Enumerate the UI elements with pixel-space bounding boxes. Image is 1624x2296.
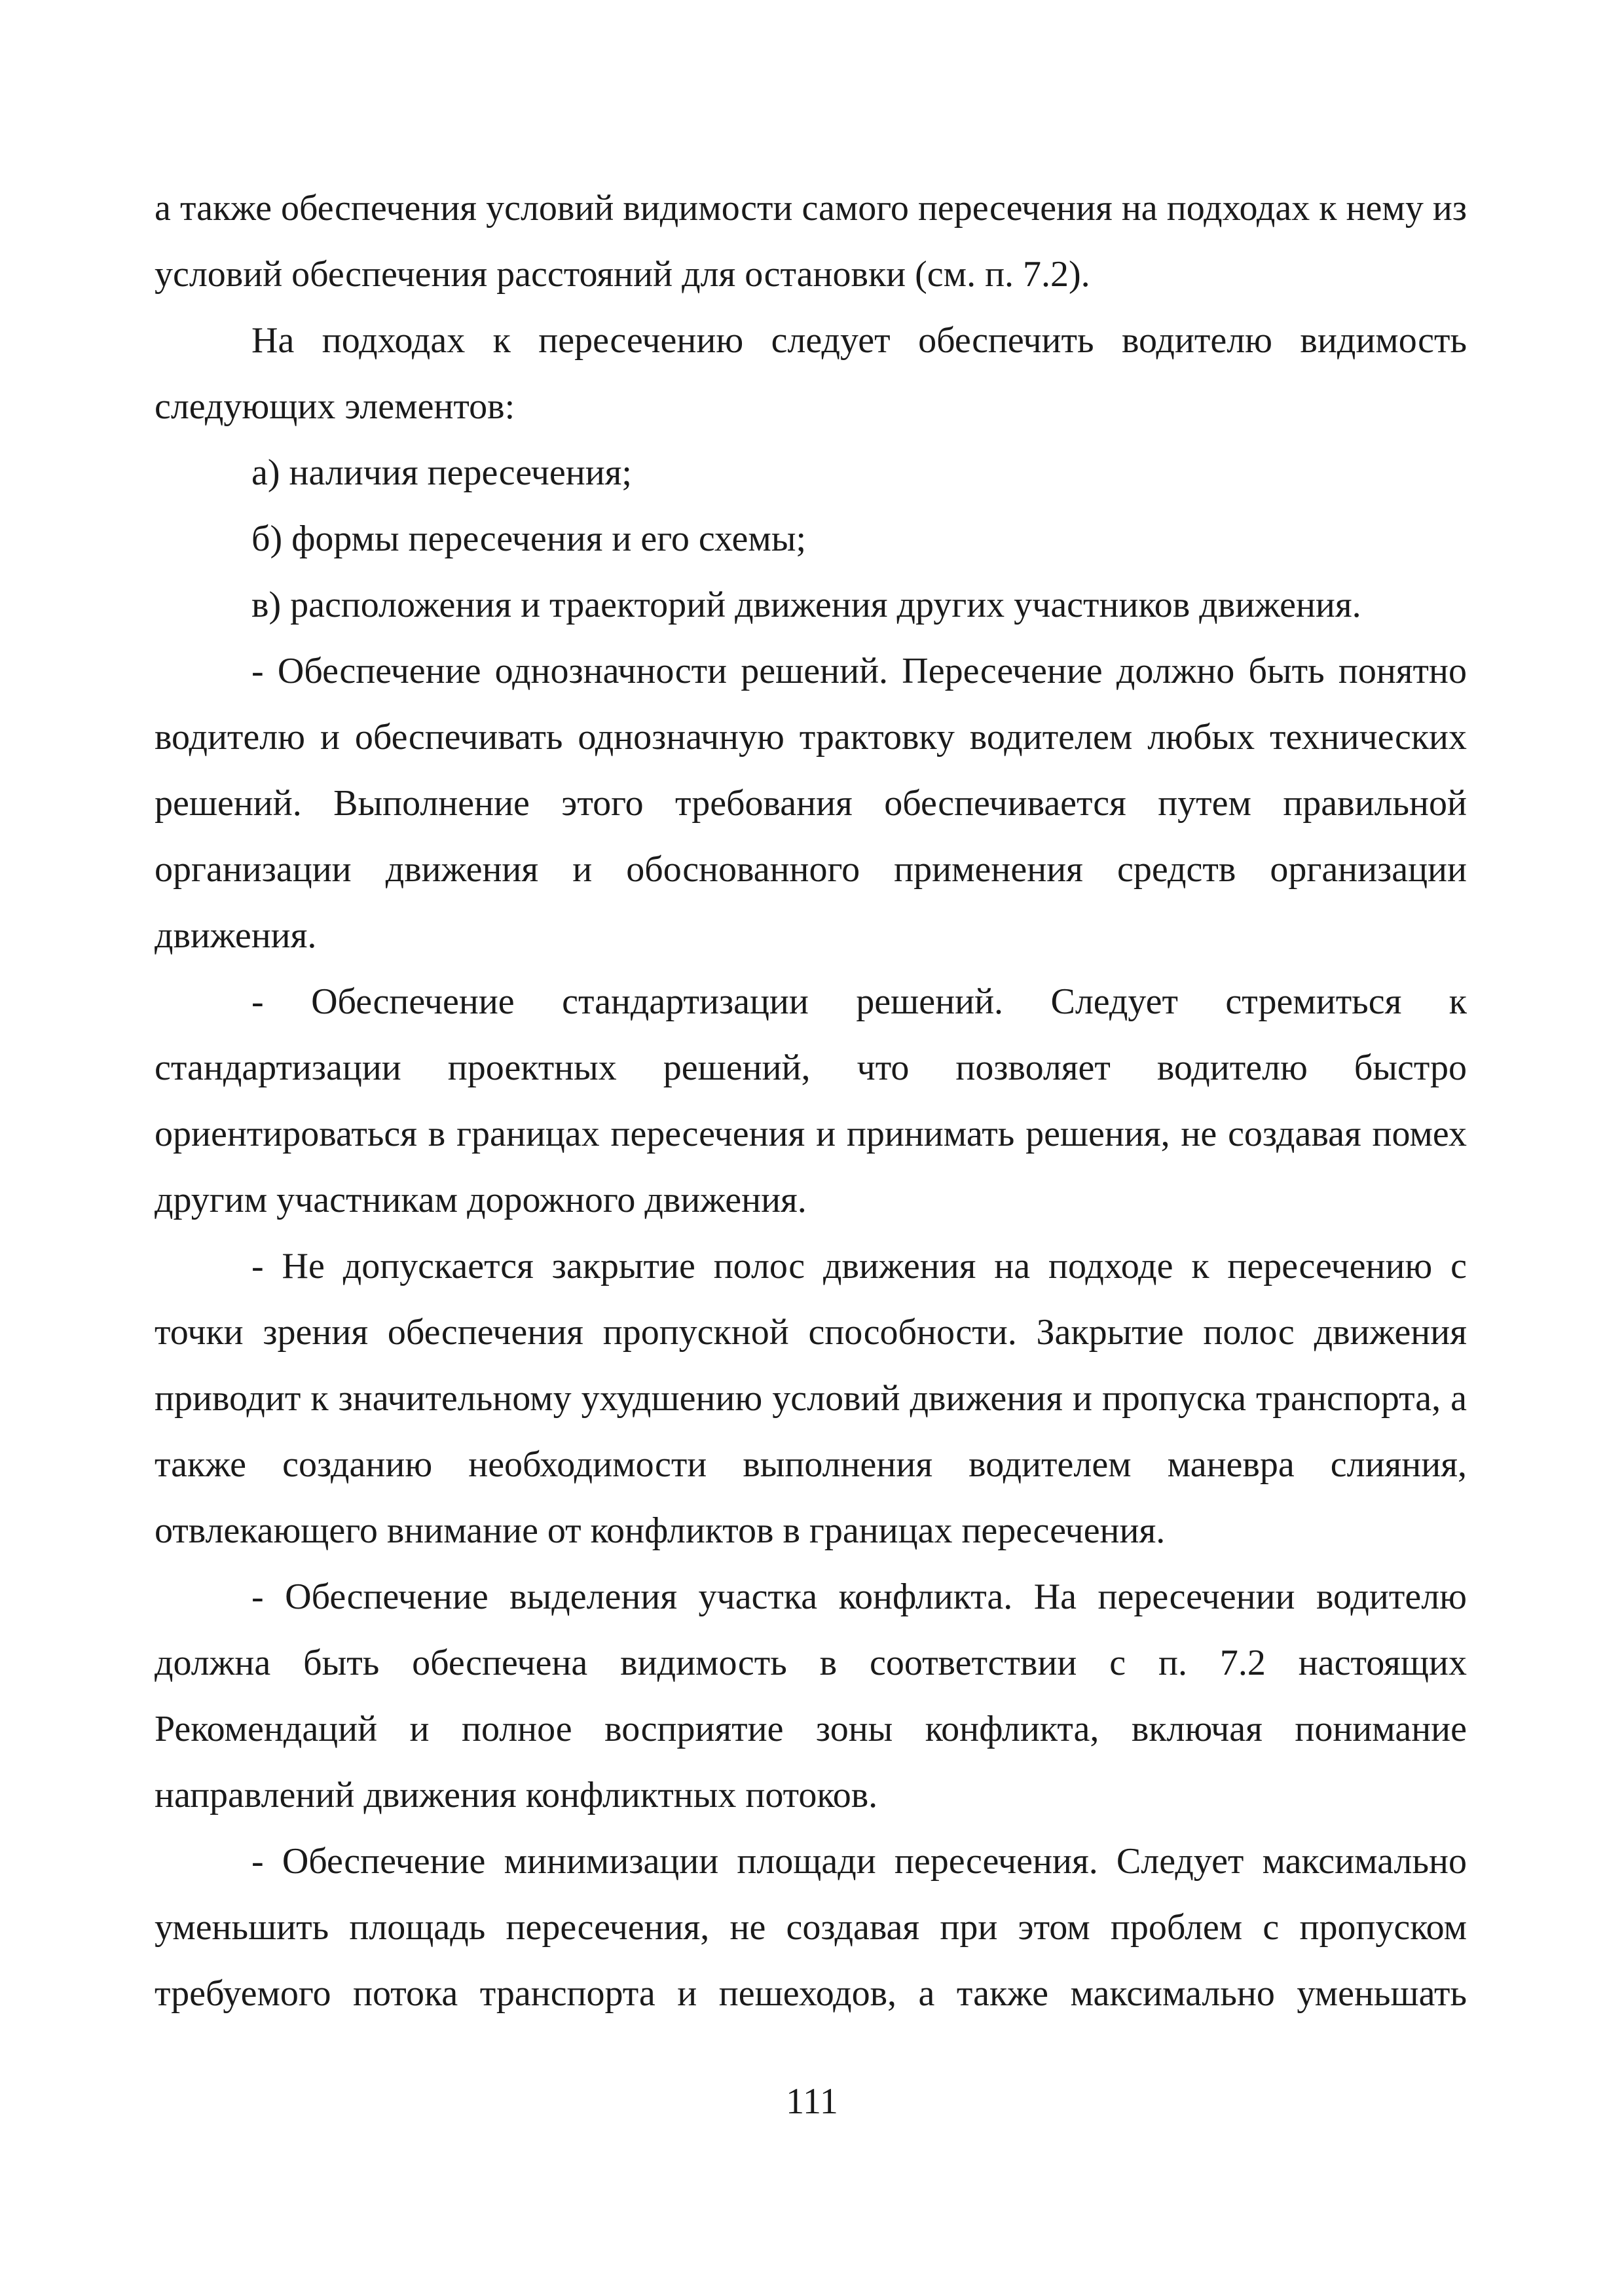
list-item-b: б) формы пересечения и его схемы; — [251, 519, 807, 559]
page-number-text: 111 — [786, 2081, 838, 2122]
page-number — [0, 2075, 1624, 2128]
paragraph-continuation: а также обеспечения условий видимости самого пересечения на подходах к нему из условий обеспечения расстояний для остановки (см. п. 7.2). — [155, 188, 1467, 295]
list-item-a: а) наличия пересечения; — [251, 452, 632, 493]
list-item-c: в) расположения и траекторий движения других участников движения. — [251, 585, 1361, 625]
paragraph-visibility-intro: На подходах к пересечению следует обеспечить водителю видимость следующих элементов: — [155, 320, 1467, 427]
paragraph-conflict-area: - Обеспечение выделения участка конфликта. На пересечении водителю должна быть обеспечена видимость в соответствии с п. 7.2 настоящих Рекомендаций и полное восприятие зоны конфликта, включая понимание направлений движения конфликтных потоков. — [155, 1576, 1467, 1815]
paragraph-area-minimization: - Обеспечение минимизации площади пересечения. Следует максимально уменьшить площадь пересечения, не создавая при этом проблем с пропуском требуемого потока транспорта и пешеходов, а также максимально уменьшать — [155, 1841, 1467, 2014]
paragraph-lane-closure: - Не допускается закрытие полос движения на подходе к пересечению с точки зрения обеспечения пропускной способности. Закрытие полос движения приводит к значительному ухудшению условий движения и пропуска транспорта, а также созданию необходимости выполнения водителем маневра слияния, отвлекающего внимание от конфликтов в границах пересечения. — [155, 1246, 1467, 1551]
paragraph-unambiguity: - Обеспечение однозначности решений. Пересечение должно быть понятно водителю и обеспечивать однозначную трактовку водителем любых технических решений. Выполнение этого требования обеспечивается путем правильной организации движения и обоснованного применения средств организации движения. — [155, 651, 1467, 956]
paragraph-standardization: - Обеспечение стандартизации решений. Следует стремиться к стандартизации проектных решений, что позволяет водителю быстро ориентироваться в границах пересечения и принимать решения, не создавая помех другим участникам дорожного движения. — [155, 981, 1467, 1220]
body-text — [155, 175, 1467, 2027]
